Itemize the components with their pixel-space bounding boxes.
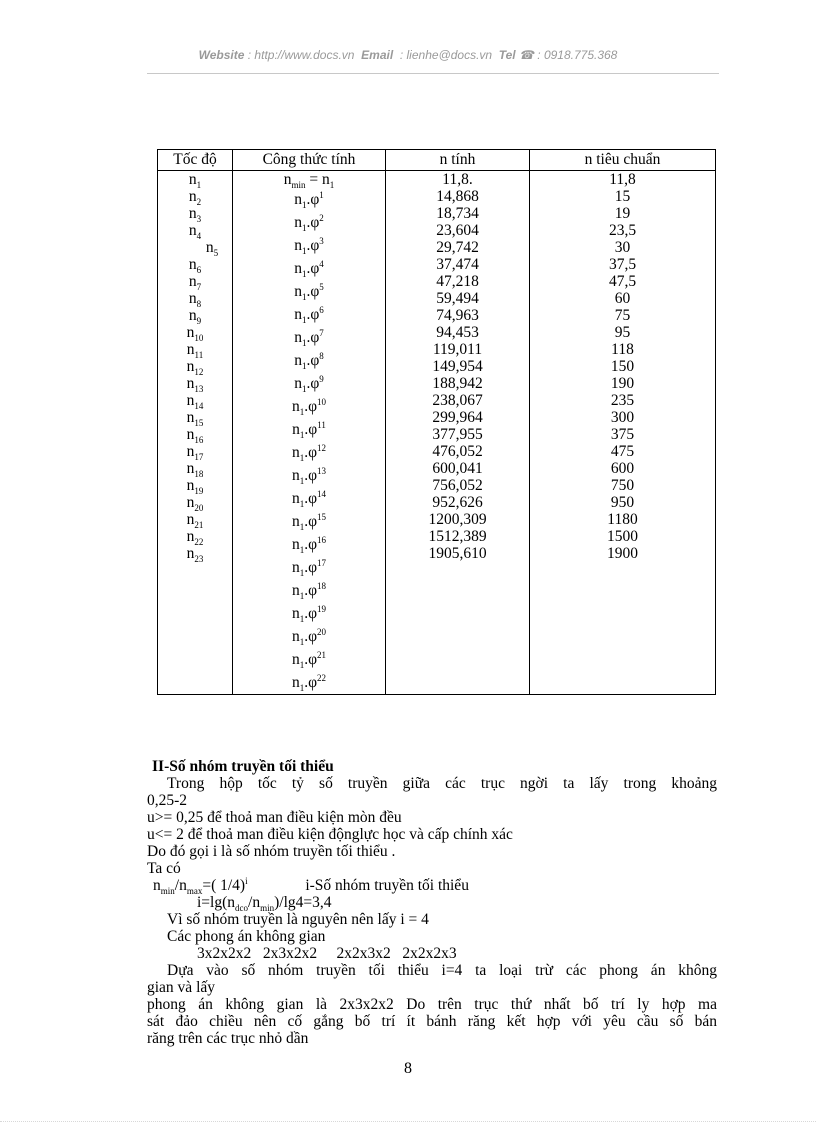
formula-cell: $n_1.\varphi^7$	[294, 327, 324, 349]
tel-label: Tel	[498, 48, 516, 62]
n-calc-cell: 119,011	[432, 341, 483, 358]
table-header-row	[158, 150, 716, 171]
equation-line	[147, 894, 717, 914]
n-std-cell: 37,5	[608, 256, 637, 273]
n-calc-cell: 377,955	[432, 426, 483, 443]
speed-cell: $n_2$	[188, 188, 202, 208]
n-std-cell: 475	[610, 443, 635, 460]
n-std-cell: 150	[610, 358, 635, 375]
n-calc-cell: 47,218	[436, 273, 479, 290]
speed-cell: $n_5$	[205, 239, 219, 259]
speed-cell: $n_{10}$	[186, 324, 204, 344]
formula-cell: $n_1.\varphi^3$	[294, 235, 324, 257]
paragraph: Vì số nhóm truyền là nguyên nên lấy i = 4	[167, 911, 429, 928]
n-std-cell: 950	[610, 494, 635, 511]
n-calc-cell: 29,742	[436, 239, 479, 256]
formula-cell: $n_1.\varphi^6$	[294, 304, 324, 326]
formula-cell: $n_1.\varphi^9$	[294, 373, 324, 395]
n-std-cell: 47,5	[608, 273, 637, 290]
n-std-cell: 11,8	[609, 171, 636, 188]
formula-cell: $n_1.\varphi^{16}$	[291, 534, 327, 556]
equation-note: i-Số nhóm truyền tối thiểu	[305, 877, 469, 894]
speed-cell: $n_{11}$	[186, 341, 204, 361]
speed-cell: $n_{17}$	[186, 443, 204, 463]
header-divider	[147, 73, 719, 74]
paragraph: 3x2x2x2 2x3x2x2 2x2x3x2 2x2x2x3	[197, 945, 457, 962]
formula-cell: $n_1.\varphi^{22}$	[291, 672, 327, 694]
formula-cell: $n_1.\varphi^{10}$	[291, 396, 327, 418]
formula-cell: $n_1.\varphi^5$	[294, 281, 324, 303]
n-calc-cell: 37,474	[436, 256, 479, 273]
n-calc-cell: 149,954	[432, 358, 483, 375]
n-calc-cell: 23,604	[436, 222, 479, 239]
speed-cell: $n_{21}$	[186, 511, 204, 531]
speed-cell: $n_{23}$	[186, 545, 204, 565]
speed-cell: $n_{18}$	[186, 460, 204, 480]
n-calc-cell: 600,041	[432, 460, 483, 477]
email-value[interactable]: : lienhe@docs.vn	[399, 48, 493, 62]
n-calc-cell: 238,067	[432, 392, 483, 409]
n-std-cell: 235	[610, 392, 635, 409]
n-calc-cell: 299,964	[432, 409, 483, 426]
formula-cell: $n_1.\varphi^{18}$	[291, 580, 327, 602]
speed-cell: $n_8$	[188, 290, 202, 310]
n-std-cell: 300	[610, 409, 635, 426]
n-std-cell: 15	[614, 188, 631, 205]
formula-cell: $n_1.\varphi^{21}$	[291, 649, 327, 671]
n-calc-cell: 952,626	[432, 494, 483, 511]
speed-cell: $n_4$	[188, 222, 202, 242]
section-heading: II-Số nhóm truyền tối thiểu	[152, 758, 334, 775]
header-formula: Công thức tính	[233, 150, 386, 171]
n-calc-cell: 11,8.	[442, 171, 473, 188]
n-std-cell: 1500	[607, 528, 638, 545]
formula-cell: $n_1.\varphi^4$	[294, 258, 324, 280]
tel-value: ☎ : 0918.775.368	[519, 48, 618, 62]
n-std-cell: 60	[614, 290, 631, 307]
n-calc-cell: 94,453	[436, 324, 479, 341]
speed-column	[158, 171, 233, 695]
formula-cell: $n_1.\varphi^1$	[294, 189, 324, 211]
speed-cell: $n_9$	[188, 307, 202, 327]
n-calc-cell: 1200,309	[428, 511, 487, 528]
page-number: 8	[404, 1060, 412, 1077]
paragraph: gian và lấy	[147, 979, 216, 996]
speed-cell: $n_{13}$	[186, 375, 204, 395]
speed-cell: $n_{22}$	[186, 528, 204, 548]
formula-cell: $n_1.\varphi^2$	[294, 212, 324, 234]
paragraph: Do đó gọi i là số nhóm truyền tối thiểu .	[147, 843, 396, 860]
n-calc-cell: 59,494	[436, 290, 479, 307]
n-calc-cell: 18,734	[436, 205, 479, 222]
formula-cell: $n_1.\varphi^{14}$	[291, 488, 327, 510]
equation-line	[147, 875, 717, 897]
speed-cell: $n_{12}$	[186, 358, 204, 378]
formula-column	[233, 171, 386, 695]
paragraph: u<= 2 để thoả man điều kiện độnglực học và cấp chính xác	[147, 826, 513, 843]
speed-cell: $n_6$	[188, 256, 202, 276]
speed-cell: $n_{16}$	[186, 426, 204, 446]
n-calc-cell: 756,052	[432, 477, 483, 494]
n-std-cell: 118	[611, 341, 634, 358]
n-calc-cell: 188,942	[432, 375, 483, 392]
speed-cell: $n_{15}$	[186, 409, 204, 429]
n-std-cell: 75	[614, 307, 631, 324]
formula-cell: $n_{min} = n_1$	[283, 171, 335, 191]
n-std-cell: 750	[610, 477, 635, 494]
paragraph: Trong hộp tốc tỷ số truyền giữa các trục ngời ta lấy trong khoảng	[167, 775, 717, 792]
n-calc-cell: 476,052	[432, 443, 483, 460]
n-std-cell: 23,5	[608, 222, 637, 239]
equation-log: $i=\lg(n_{dco}/n_{min})/\lg 4=3,4$	[197, 894, 332, 914]
header-n-std: n tiêu chuẩn	[530, 150, 716, 171]
n-std-cell: 95	[614, 324, 631, 341]
n-calc-cell: 14,868	[436, 188, 479, 205]
formula-cell: $n_1.\varphi^8$	[294, 350, 324, 372]
footer-divider	[0, 1121, 816, 1122]
table-body-row	[158, 171, 716, 695]
speed-cell: $n_3$	[188, 205, 202, 225]
speed-cell: $n_1$	[188, 171, 202, 191]
section-min-groups	[147, 758, 717, 1047]
email-label: Email	[361, 48, 394, 62]
n-std-cell: 375	[610, 426, 635, 443]
equation-ratio: $n_{min}/n_{max}=$( 1/4)$^i$	[153, 875, 248, 897]
page-header	[0, 48, 816, 62]
speed-cell: $n_{19}$	[186, 477, 204, 497]
header-n-calc: n tính	[386, 150, 530, 171]
speed-cell: $n_7$	[188, 273, 202, 293]
n-std-cell: 30	[614, 239, 631, 256]
n-calc-cell: 1905,610	[428, 545, 487, 562]
paragraph: u>= 0,25 để thoả man điều kiện mòn đều	[147, 809, 402, 826]
n-calc-column	[386, 171, 530, 695]
paragraph: Các phong án không gian	[167, 928, 326, 945]
formula-cell: $n_1.\varphi^{17}$	[291, 557, 327, 579]
speed-cell: $n_{14}$	[186, 392, 204, 412]
n-std-cell: 19	[614, 205, 631, 222]
formula-cell: $n_1.\varphi^{11}$	[292, 419, 326, 441]
formula-cell: $n_1.\varphi^{13}$	[291, 465, 327, 487]
header-speed: Tốc độ	[158, 150, 233, 171]
paragraph: phong án không gian là 2x3x2x2 Do trên trục thứ nhất bố trí ly hợp ma	[147, 996, 717, 1013]
paragraph: 0,25-2	[147, 792, 188, 809]
paragraph: răng trên các trục nhỏ dần	[147, 1030, 309, 1047]
n-std-cell: 600	[610, 460, 635, 477]
n-std-cell: 190	[610, 375, 635, 392]
speed-table	[157, 149, 716, 695]
website-value[interactable]: : http://www.docs.vn	[247, 48, 355, 62]
formula-cell: $n_1.\varphi^{15}$	[291, 511, 327, 533]
formula-cell: $n_1.\varphi^{20}$	[291, 626, 327, 648]
n-std-cell: 1180	[607, 511, 638, 528]
paragraph: sát đảo chiều nên cố gắng bố trí ít bánh răng kết hợp với yêu cầu số bán	[147, 1013, 717, 1030]
paragraph: Ta có	[147, 860, 181, 877]
website-label: Website	[198, 48, 245, 62]
speed-cell: $n_{20}$	[186, 494, 204, 514]
formula-cell: $n_1.\varphi^{19}$	[291, 603, 327, 625]
paragraph: Dựa vào số nhóm truyền tối thiểu i=4 ta loại trừ các phong án không	[167, 962, 717, 979]
n-calc-cell: 1512,389	[428, 528, 487, 545]
n-calc-cell: 74,963	[436, 307, 479, 324]
formula-cell: $n_1.\varphi^{12}$	[291, 442, 327, 464]
n-std-cell: 1900	[607, 545, 638, 562]
n-std-column	[530, 171, 716, 695]
